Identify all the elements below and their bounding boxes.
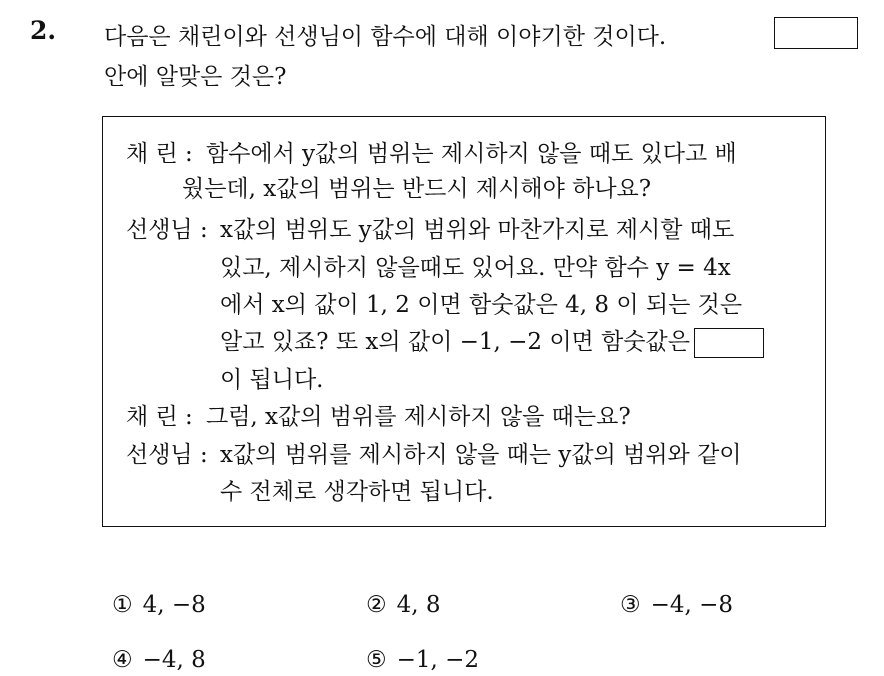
choice-marker: ② — [366, 592, 387, 618]
choice-3[interactable] — [620, 592, 733, 618]
answer-blank-box — [774, 17, 858, 49]
choice-marker: ① — [112, 592, 133, 618]
choice-2[interactable] — [366, 592, 441, 618]
choice-text: −4, −8 — [650, 592, 734, 618]
choice-text: 4, 8 — [396, 592, 441, 618]
dialogue-line: 웠는데, x값의 범위는 반드시 제시해야 하나요? — [182, 176, 652, 202]
speaker-teacher: 선생님 : — [126, 217, 208, 243]
speaker-chaerin: 채 린 : — [126, 404, 193, 430]
dialogue-line: 그럼, x값의 범위를 제시하지 않을 때는요? — [206, 404, 631, 430]
dialogue-line: x값의 범위도 y값의 범위와 마찬가지로 제시할 때도 — [220, 217, 735, 243]
dialogue-line: 에서 x의 값이 1, 2 이면 함숫값은 4, 8 이 되는 것은 — [220, 292, 743, 318]
dialogue-line: 이 됩니다. — [220, 367, 324, 393]
dialogue-line: 알고 있죠? 또 x의 값이 −1, −2 이면 함숫값은 — [220, 329, 690, 355]
dialogue-line: x값의 범위를 제시하지 않을 때는 y값의 범위와 같이 — [220, 442, 742, 468]
question-number: 2. — [30, 16, 57, 45]
question-stem-line-1: 다음은 채린이와 선생님이 함수에 대해 이야기한 것이다. — [104, 24, 667, 50]
choice-4[interactable] — [112, 647, 206, 673]
choice-1[interactable] — [112, 592, 206, 618]
dialogue-line: 있고, 제시하지 않을때도 있어요. 만약 함수 y = 4x — [220, 255, 731, 281]
dialogue-line-with-blank — [220, 328, 764, 358]
dialogue-line: 수 전체로 생각하면 됩니다. — [220, 479, 494, 505]
speaker-chaerin: 채 린 : — [126, 141, 193, 167]
choice-text: 4, −8 — [142, 592, 206, 618]
speaker-teacher: 선생님 : — [126, 442, 208, 468]
choice-marker: ⑤ — [366, 647, 387, 673]
dialogue-line: 함수에서 y값의 범위는 제시하지 않을 때도 있다고 배 — [206, 141, 737, 167]
choice-marker: ④ — [112, 647, 133, 673]
choice-marker: ③ — [620, 592, 641, 618]
choice-text: −4, 8 — [142, 647, 206, 673]
choice-5[interactable] — [366, 647, 479, 673]
question-stem-line-2: 안에 알맞은 것은? — [104, 64, 287, 90]
choice-text: −1, −2 — [396, 647, 480, 673]
inline-answer-blank — [694, 328, 764, 358]
